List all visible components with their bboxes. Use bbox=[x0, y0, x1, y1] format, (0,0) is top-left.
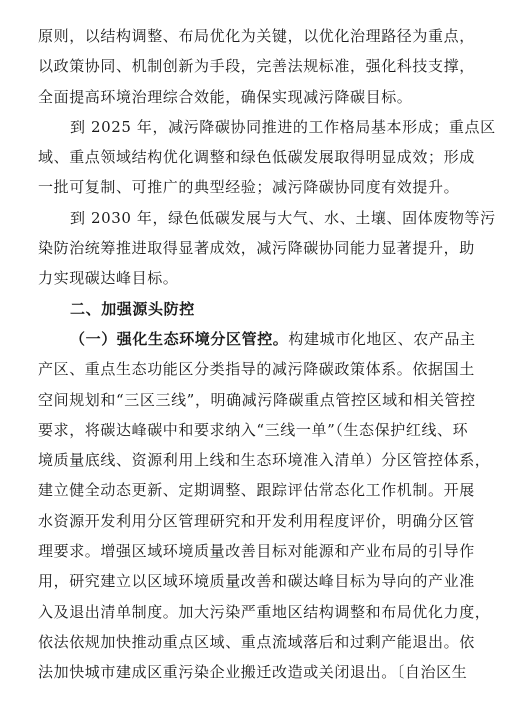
text-line: 境质量底线、资源利用上线和生态环境准入清单）分区管控体系， bbox=[38, 451, 491, 470]
text-run: 构建城市化地区、农产品主 bbox=[288, 329, 476, 348]
section-heading: 二、加强源头防控 bbox=[70, 299, 195, 318]
text-line: 法加快城市建成区重污染企业搬迁改造或关闭退出。〔自治区生 bbox=[38, 663, 468, 682]
paragraph-zoning-control bbox=[38, 324, 504, 688]
text-line: 力实现碳达峰目标。 bbox=[38, 269, 179, 288]
paragraph-principle bbox=[38, 21, 504, 112]
text-line: 要求，将碳达峰碳中和要求纳入“三线一单”（生态保护红线、环 bbox=[38, 420, 469, 439]
text-line: 到 2025 年，减污降碳协同推进的工作格局基本形成；重点区 bbox=[70, 117, 496, 136]
text-line: 染防治统筹推进取得显著成效，减污降碳协同能力显著提升，助 bbox=[38, 239, 475, 258]
text-line: 用，研究建立以区域环境质量改善和碳达峰目标为导向的产业准 bbox=[38, 572, 475, 591]
text-line: 原则，以结构调整、布局优化为关键，以优化治理路径为重点， bbox=[38, 27, 475, 45]
text-line: 一批可复制、可推广的典型经验；减污降碳协同度有效提升。 bbox=[38, 178, 460, 197]
text-line bbox=[38, 324, 504, 354]
text-line: 入及退出清单制度。加大污染严重地区结构调整和布局优化力度， bbox=[38, 602, 491, 621]
paragraph-2025-goal bbox=[38, 112, 504, 203]
text-line: 依法依规加快推动重点区域、重点流域落后和过剩产能退出。依 bbox=[38, 632, 475, 651]
document-page bbox=[38, 21, 504, 688]
subsection-lead: （一）强化生态环境分区管控。 bbox=[70, 329, 289, 348]
text-line: 空间规划和“三区三线”，明确减污降碳重点管控区域和相关管控 bbox=[38, 390, 476, 409]
text-line: 建立健全动态更新、定期调整、跟踪评估常态化工作机制。开展 bbox=[38, 481, 475, 500]
paragraph-2030-goal bbox=[38, 203, 504, 294]
text-line: 到 2030 年，绿色低碳发展与大气、水、土壤、固体废物等污 bbox=[70, 208, 496, 227]
text-line: 水资源开发利用分区管理研究和开发利用程度评价，明确分区管 bbox=[38, 511, 475, 530]
text-line: 产区、重点生态功能区分类指导的减污降碳政策体系。依据国土 bbox=[38, 360, 475, 379]
text-line: 理要求。增强区域环境质量改善目标对能源和产业布局的引导作 bbox=[38, 542, 475, 561]
text-line: 以政策协同、机制创新为手段，完善法规标准，强化科技支撑， bbox=[38, 57, 475, 76]
text-line: 域、重点领域结构优化调整和绿色低碳发展取得明显成效；形成 bbox=[38, 148, 475, 167]
text-line: 全面提高环境治理综合效能，确保实现减污降碳目标。 bbox=[38, 87, 413, 106]
